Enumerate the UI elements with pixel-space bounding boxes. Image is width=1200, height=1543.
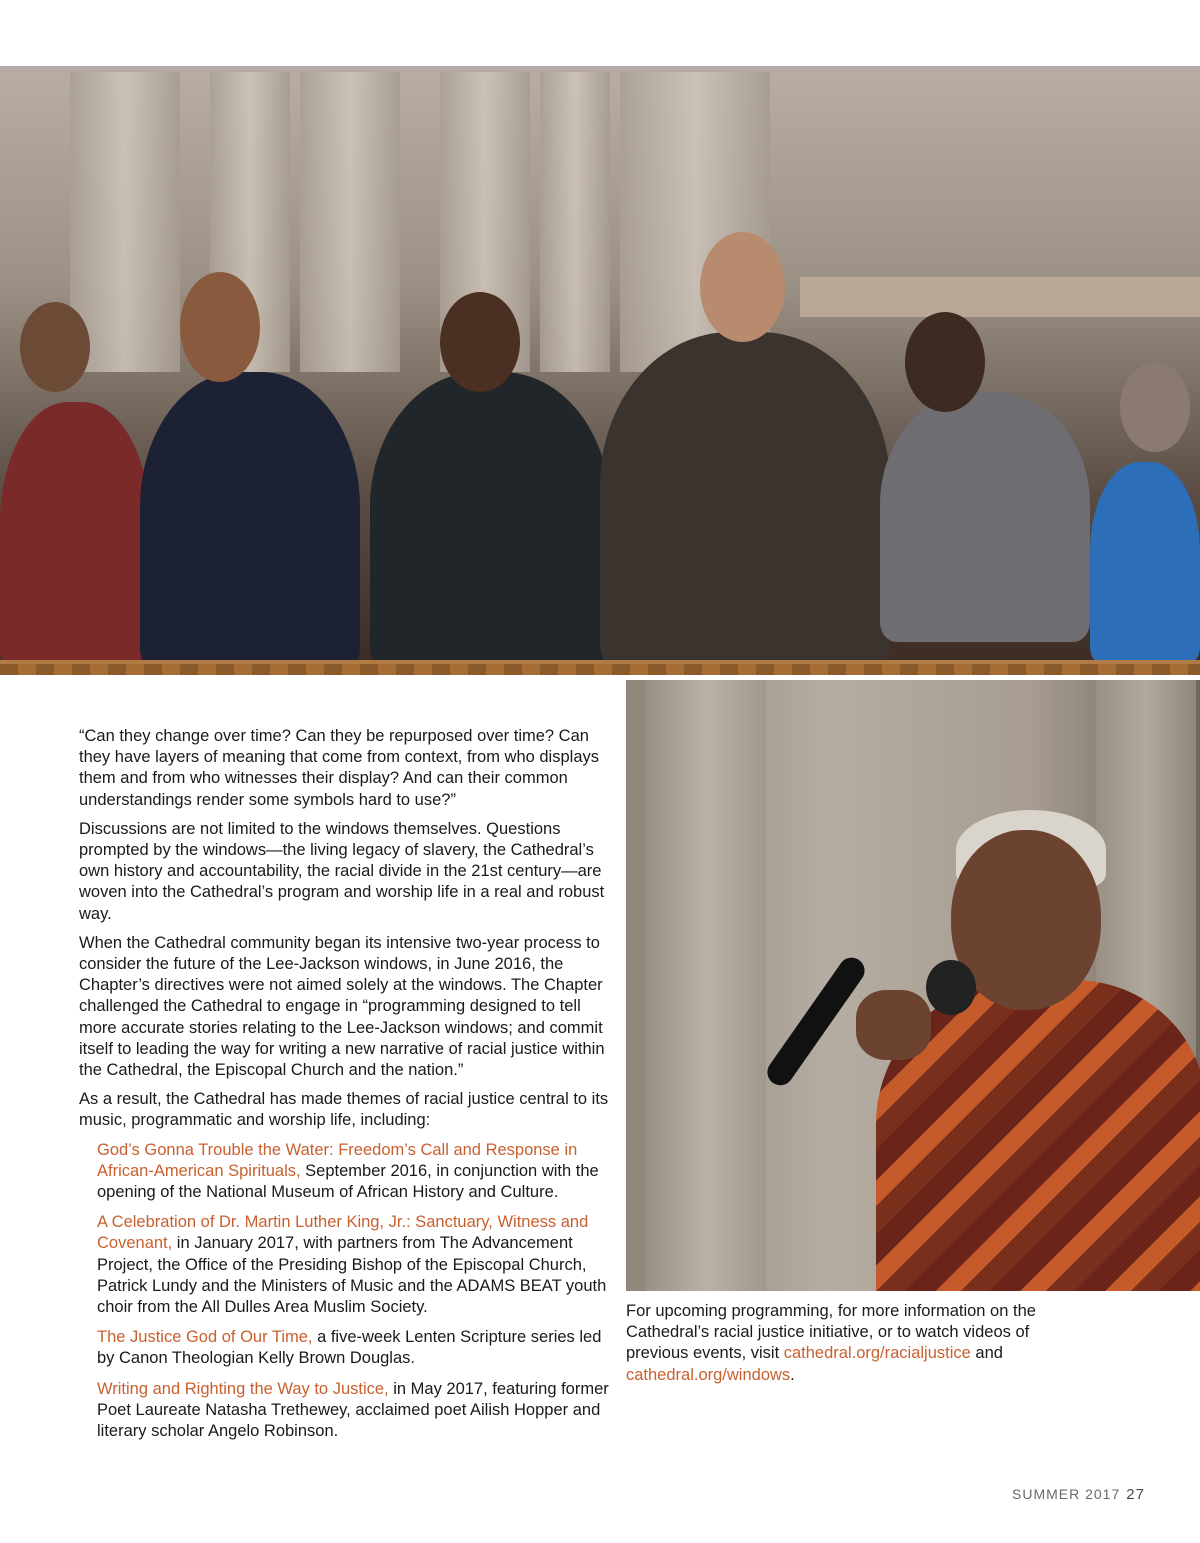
program-item: [97, 1379, 609, 1443]
program-item: [97, 1140, 609, 1204]
page-footer: [1012, 1486, 1145, 1503]
paragraph-discussions: Discussions are not limited to the windows themselves. Questions prompted by the windows—the living legacy of slavery, the Cathedral’s own history and accountability, the racial divide in the 21st century—are woven into the Cathedral’s program and worship life in a real and robust way.: [79, 819, 605, 923]
program-title: Writing and Righting the Way to Justice,: [97, 1379, 389, 1398]
windows-link[interactable]: cathedral.org/windows: [626, 1365, 791, 1384]
paragraph-quote: “Can they change over time? Can they be repurposed over time? Can they have layers of meaning that come from context, from who displays them and from who witnesses their display? And can their common understandings render some symbols hard to use?”: [79, 727, 599, 809]
program-title: The Justice God of Our Time,: [97, 1328, 313, 1347]
racial-justice-link[interactable]: cathedral.org/racialjustice: [783, 1344, 971, 1363]
program-description: in January 2017, with partners from The Advancement Project, the Office of the Presiding Bishop of the Episcopal Church, Patrick Lundy and the Ministers of Music and the ADAMS BEAT youth choir from the All Dulles Area Muslim Society.: [97, 1234, 607, 1317]
issue-label: SUMMER 2017: [1012, 1486, 1121, 1502]
singer-photo: [626, 680, 1200, 1291]
paragraph-result: As a result, the Cathedral has made themes of racial justice central to its music, programmatic and worship life, including:: [79, 1090, 609, 1130]
program-item: [97, 1212, 609, 1318]
page-number: 27: [1126, 1486, 1145, 1503]
photo-caption: [626, 1301, 1096, 1386]
program-title: A Celebration of Dr. Martin Luther King, Jr.: Sanctuary, Witness and Covenant,: [97, 1213, 589, 1253]
congregation-photo: [0, 72, 1200, 675]
program-description: September 2016, in conjunction with the opening of the National Museum of African History and Culture.: [97, 1161, 599, 1202]
program-item: [97, 1327, 609, 1369]
program-description: a five-week Lenten Scripture series led by Canon Theologian Kelly Brown Douglas.: [97, 1328, 602, 1368]
program-description: in May 2017, featuring former Poet Laureate Natasha Trethewey, acclaimed poet Ailish Hopper and literary scholar Angelo Robinson.: [97, 1379, 609, 1441]
paragraph-chapter: When the Cathedral community began its intensive two-year process to consider the future of the Lee-Jackson windows, in June 2016, the Chapter’s directives were not aimed solely at the windows. The Chapter challenged the Cathedral to engage in “programming designed to tell more accurate stories relating to the Lee-Jackson windows; and commit itself to leading the way for writing a new narrative of racial justice within the Cathedral, the Episcopal Church and the nation.”: [79, 933, 605, 1080]
caption-text-end: .: [790, 1365, 795, 1384]
program-title: God’s Gonna Trouble the Water: Freedom’s Call and Response in African-American Spirituals,: [97, 1140, 578, 1180]
caption-text-mid: and: [970, 1344, 1003, 1363]
article-body: [79, 726, 609, 1451]
caption-text: For upcoming programming, for more information on the Cathedral’s racial justice initiative, or to watch videos of previous events, visit: [626, 1302, 1036, 1363]
